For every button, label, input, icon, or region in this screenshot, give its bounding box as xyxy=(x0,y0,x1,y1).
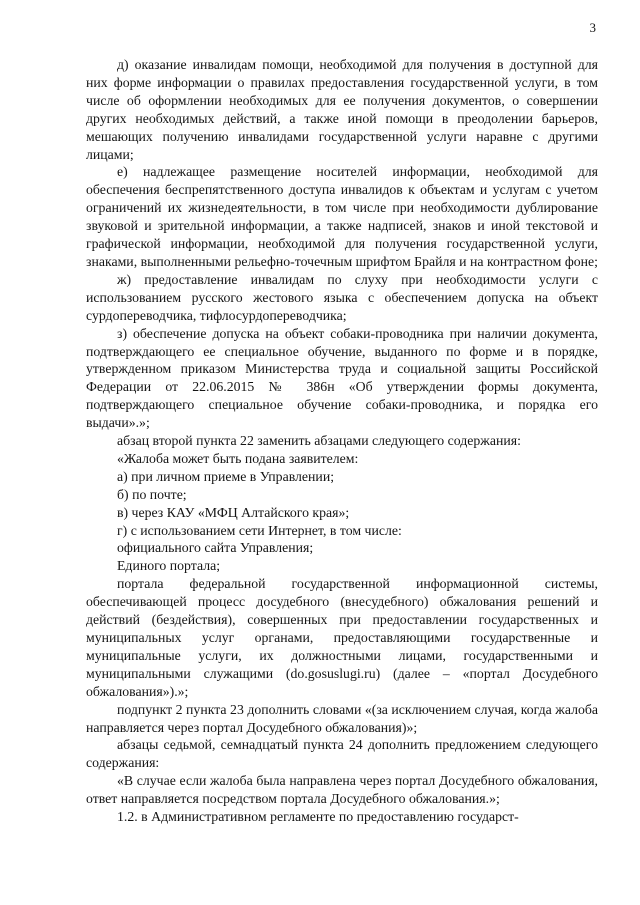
paragraph: д) оказание инвалидам помощи, необходимой для получения в доступной для них форме информации о правилах предоставления государственной услуги, в том числе об оформлении необходимых для ее получения документов, о совершении других необходимых действий, а также иной помощи в преодолении барьеров, мешающих получению инвалидами государственной услуги наравне с другими лицами; xyxy=(86,57,598,162)
paragraph: ж) предоставление инвалидам по слуху при необходимости услуги с использованием русского жестового языка с обеспечением допуска на объект сурдопереводчика, тифлосурдопереводчика; xyxy=(86,271,598,323)
paragraph: г) с использованием сети Интернет, в том числе: xyxy=(117,522,402,538)
paragraph: подпункт 2 пункта 23 дополнить словами «(за исключением случая, когда жалоба направляется через портал Досудебного обжалования)»; xyxy=(86,701,598,735)
page-number: 3 xyxy=(589,20,596,35)
paragraph: е) надлежащее размещение носителей информации, необходимой для обеспечения беспрепятственного доступа инвалидов к объектам и услугам с учетом ограничений их жизнедеятельности, в том числе при необходимости дублирование звуковой и зрительной информации, а также надписей, знаков и иной текстовой и графической информации, необходимой для получения государственной услуги, знаками, выполненными рельефно-точечным шрифтом Брайля и на контрастном фоне; xyxy=(86,164,598,269)
document-body xyxy=(86,56,598,826)
paragraph: з) обеспечение допуска на объект собаки-проводника при наличии документа, подтверждающего ее специальное обучение, выданного по форме и в порядке, утвержденном приказом Министерства труда и социальной защиты Российской Федерации от 22.06.2015 № 386н «Об утверждении формы документа, подтверждающего специальное обучение собаки-проводника, и порядка его выдачи».»; xyxy=(86,325,598,431)
paragraph: «Жалоба может быть подана заявителем: xyxy=(117,450,359,466)
paragraph: портала федеральной государственной информационной системы, обеспечивающей процесс досудебного (внесудебного) обжалования решений и действий (бездействия), совершенных при предоставлении государственных и муниципальных услуг органами, предоставляющими государственные и муниципальные услуги, их должностными лицами, государственными и муниципальными служащими (do.gosuslugi.ru) (далее – «портал Досудебного обжалования»).»; xyxy=(86,576,598,699)
paragraph: абзацы седьмой, семнадцатый пункта 24 дополнить предложением следующего содержания: xyxy=(86,737,598,771)
paragraph: абзац второй пункта 22 заменить абзацами следующего содержания: xyxy=(117,433,521,449)
paragraph: Единого портала; xyxy=(117,558,221,574)
paragraph: «В случае если жалоба была направлена через портал Досудебного обжалования, ответ направляется посредством портала Досудебного обжалования.»; xyxy=(86,773,598,807)
paragraph: официального сайта Управления; xyxy=(117,540,314,556)
paragraph: а) при личном приеме в Управлении; xyxy=(117,468,335,484)
paragraph: в) через КАУ «МФЦ Алтайского края»; xyxy=(117,504,350,520)
paragraph: б) по почте; xyxy=(117,486,187,502)
paragraph: 1.2. в Административном регламенте по предоставлению государст- xyxy=(117,809,519,825)
